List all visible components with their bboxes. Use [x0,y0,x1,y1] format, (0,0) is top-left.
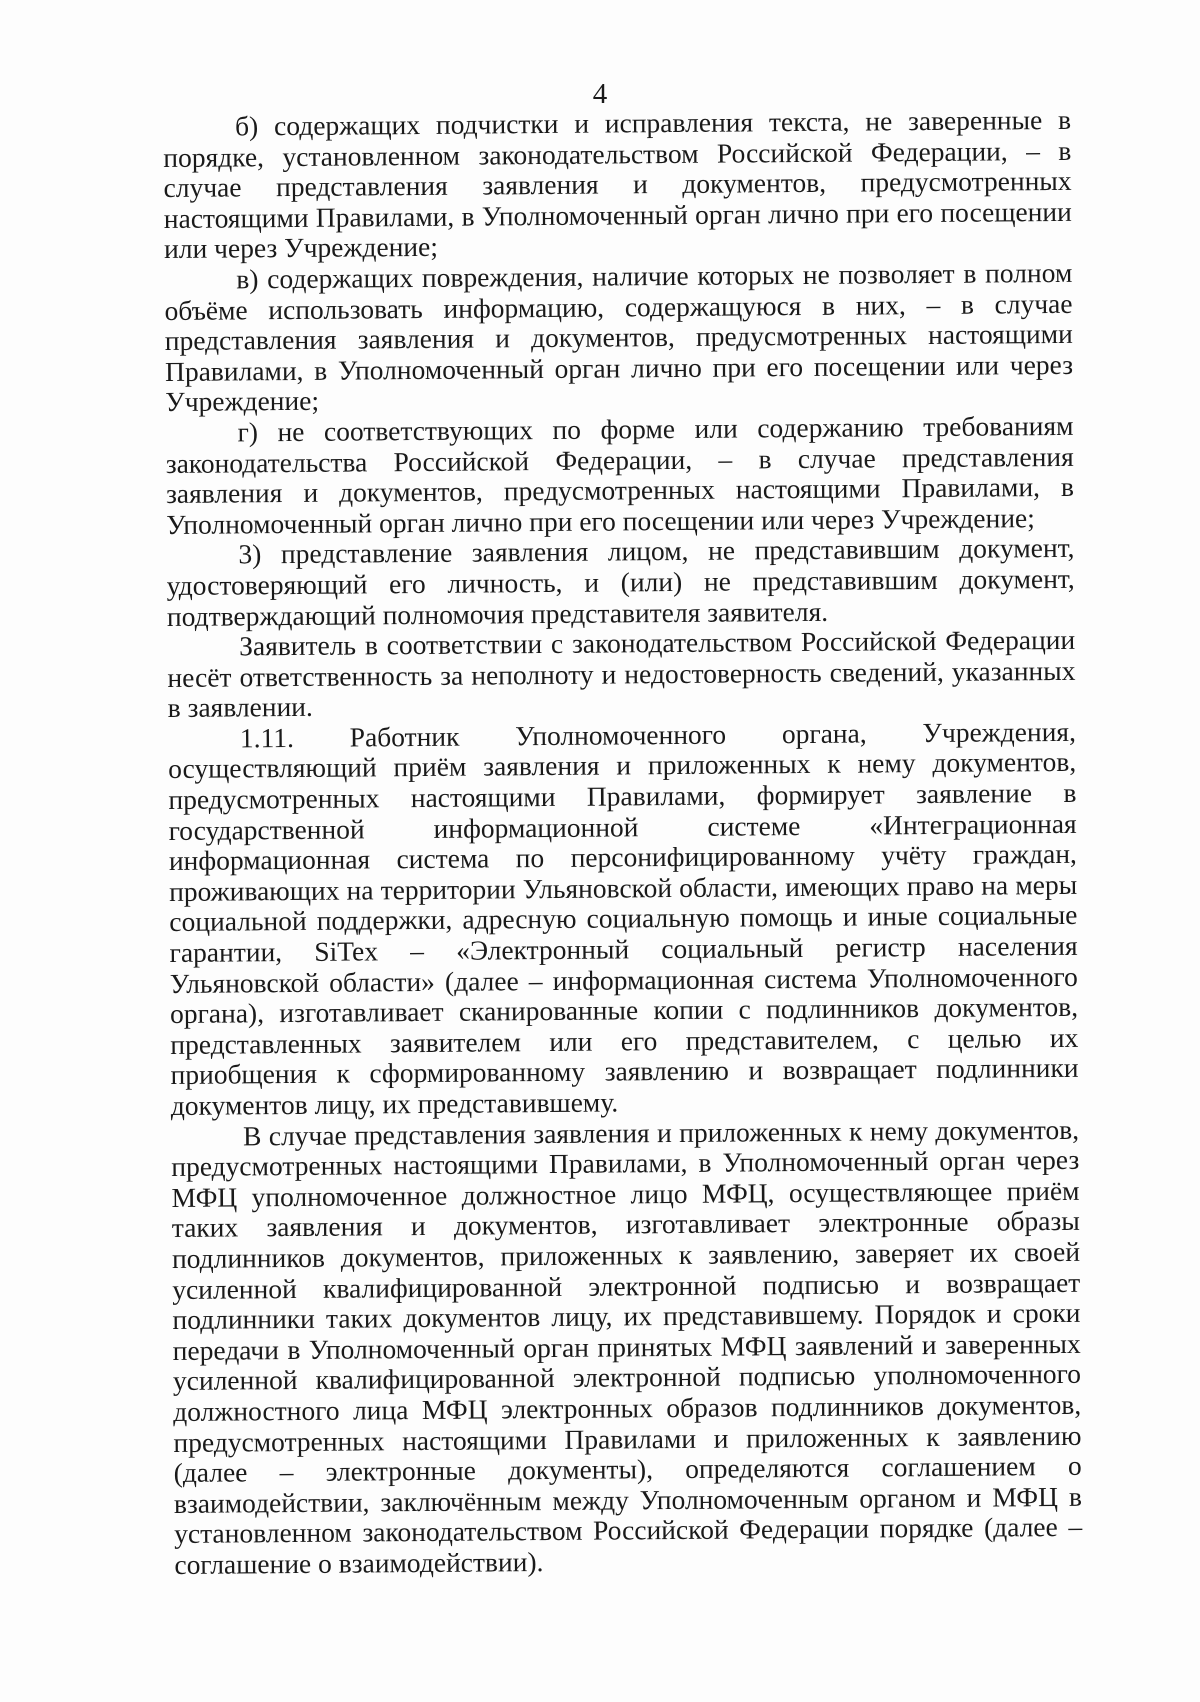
paragraph-item-g: г) не соответствующих по форме или содержанию требованиям законодательства Российской Федерации, – в случае представления заявления и документов, предусмотренных настоящими Правилами, в Уполномоченный орган лично при его посещении или через Учреждение; [165,409,1075,540]
paragraph-section-1-11: 1.11. Работник Уполномоченного органа, Учреждения, осуществляющий приём заявления и приложенных к нему документов, предусмотренных настоящими Правилами, формирует заявление в государственной информационной системе «Интеграционная информационная система по персонифицированному учёту граждан, проживающих на территории Ульяновской области, имеющих право на меры социальной поддержки, адресную социальную помощь и иные социальные гарантии, SiTex – «Электронный социальный регистр населения Ульяновской области» (далее – информационная система Уполномоченного органа), изготавливает сканированные копии с подлинников документов, представленных заявителем или его представителем, с целью их приобщения к сформированному заявлению и возвращает подлинники документов лицу, их представившему. [168,715,1079,1121]
paragraph-item-b: б) содержащих подчистки и исправления текста, не заверенные в порядке, установленном законодательством Российской Федерации, – в случае представления заявления и документов, предусмотренных настоящими Правилами, в Уполномоченный орган лично при его посещении или через Учреждение; [163,103,1072,265]
paragraph-item-3: 3) представление заявления лицом, не представившим документ, удостоверяющий его личность, и (или) не представившим документ, подтверждающий полномочия представителя заявителя. [166,532,1075,632]
page-number: 4 [592,78,608,110]
paragraph-applicant-responsibility: Заявитель в соответствии с законодательством Российской Федерации несёт ответственность за неполноту и недостоверность сведений, указанных в заявлении. [167,623,1076,724]
document-body [163,105,1083,1581]
paragraph-item-v: в) содержащих повреждения, наличие которых не позволяет в полном объёме использовать информацию, содержащуюся в них, – в случае представления заявления и документов, предусмотренных настоящими Правилами, в Уполномоченный орган лично при его посещении или через Учреждение; [164,256,1074,418]
paragraph-mfc-procedure: В случае представления заявления и приложенных к нему документов, предусмотренных настоящими Правилами, в Уполномоченный орган через МФЦ уполномоченное должностное лицо МФЦ, осуществляющее приём таких заявления и документов, изготавливает электронные образы подлинников документов, приложенных к заявлению, заверяет их своей усиленной квалифицированной электронной подписью и возвращает подлинники таких документов лицу, их представившему. Порядок и сроки передачи в Уполномоченный орган принятых МФЦ заявлений и заверенных усиленной квалифицированной электронной подписью уполномоченного должностного лица МФЦ электронных образов подлинников документов, предусмотренных настоящими Правилами и приложенных к заявлению (далее – электронные документы), определяются соглашением о взаимодействии, заключённым между Уполномоченным органом и МФЦ в установленном законодательством Российской Федерации порядке (далее – соглашение о взаимодействии). [171,1113,1083,1580]
